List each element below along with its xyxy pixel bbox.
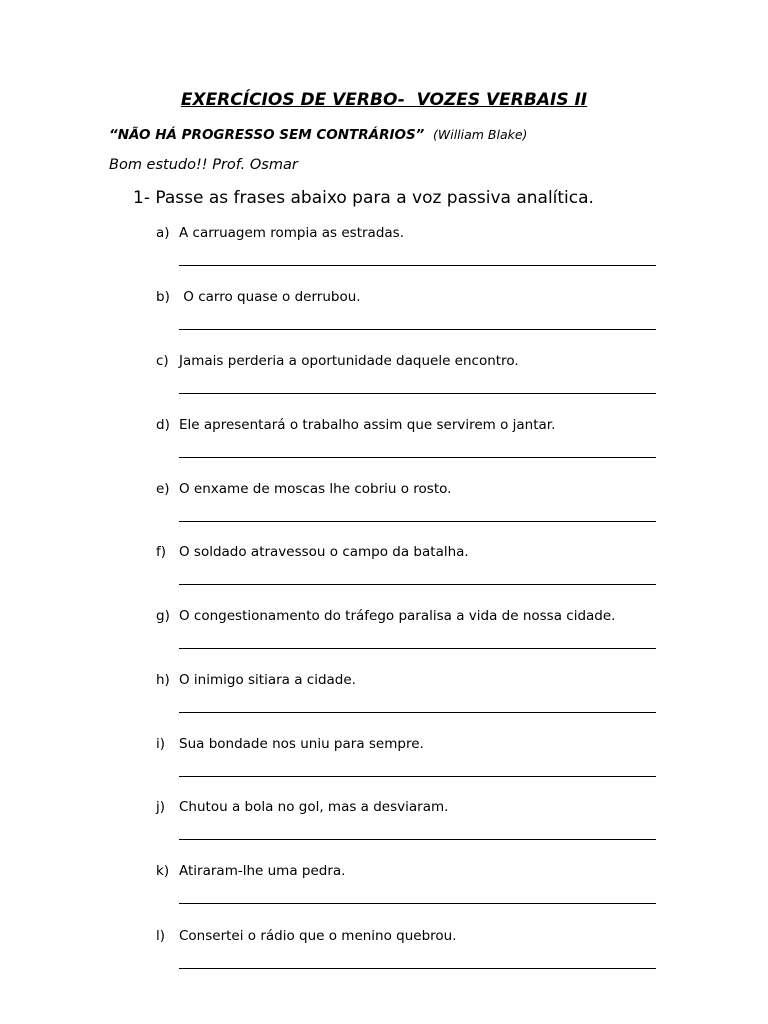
epigraph-author: (William Blake) bbox=[432, 127, 528, 142]
item-letter: h) bbox=[156, 672, 170, 688]
answer-line[interactable] bbox=[179, 521, 656, 522]
item-sentence: Sua bondade nos uniu para sempre. bbox=[179, 736, 424, 752]
epigraph-quote: “NÃO HÁ PROGRESSO SEM CONTRÁRIOS” bbox=[109, 127, 425, 143]
answer-line[interactable] bbox=[179, 776, 656, 777]
item-letter: l) bbox=[156, 928, 166, 944]
item-sentence: Atiraram-lhe uma pedra. bbox=[179, 863, 346, 879]
exercise-item-g bbox=[156, 608, 658, 668]
exercise-item-j bbox=[156, 799, 658, 859]
answer-line[interactable] bbox=[179, 903, 656, 904]
item-sentence: O congestionamento do tráfego paralisa a vida de nossa cidade. bbox=[179, 608, 616, 624]
item-sentence: O carro quase o derrubou. bbox=[179, 289, 361, 305]
item-letter: f) bbox=[156, 544, 167, 560]
item-letter: d) bbox=[156, 417, 170, 433]
item-letter: b) bbox=[156, 289, 170, 305]
answer-line[interactable] bbox=[179, 457, 656, 458]
answer-line[interactable] bbox=[179, 265, 656, 266]
exercise-item-k bbox=[156, 863, 658, 923]
exercise-item-c bbox=[156, 353, 658, 413]
answer-line[interactable] bbox=[179, 712, 656, 713]
question-heading: 1- Passe as frases abaixo para a voz passiva analítica. bbox=[133, 188, 594, 208]
exercise-item-e bbox=[156, 481, 658, 541]
item-sentence: A carruagem rompia as estradas. bbox=[179, 225, 404, 241]
item-letter: k) bbox=[156, 863, 170, 879]
item-letter: c) bbox=[156, 353, 169, 369]
greeting-line: Bom estudo!! Prof. Osmar bbox=[109, 157, 298, 173]
item-letter: i) bbox=[156, 736, 166, 752]
answer-line[interactable] bbox=[179, 968, 656, 969]
item-sentence: Chutou a bola no gol, mas a desviaram. bbox=[179, 799, 449, 815]
item-sentence: O soldado atravessou o campo da batalha. bbox=[179, 544, 469, 560]
item-sentence: Jamais perderia a oportunidade daquele encontro. bbox=[179, 353, 519, 369]
item-sentence: Ele apresentará o trabalho assim que servirem o jantar. bbox=[179, 417, 556, 433]
item-letter: a) bbox=[156, 225, 170, 241]
item-sentence: O enxame de moscas lhe cobriu o rosto. bbox=[179, 481, 452, 497]
answer-line[interactable] bbox=[179, 839, 656, 840]
answer-line[interactable] bbox=[179, 393, 656, 394]
exercise-item-l bbox=[156, 928, 658, 988]
epigraph bbox=[109, 127, 527, 143]
answer-line[interactable] bbox=[179, 584, 656, 585]
item-sentence: Consertei o rádio que o menino quebrou. bbox=[179, 928, 457, 944]
exercise-item-d bbox=[156, 417, 658, 477]
item-letter: j) bbox=[156, 799, 166, 815]
exercise-item-h bbox=[156, 672, 658, 732]
exercise-item-a bbox=[156, 225, 658, 285]
exercise-item-f bbox=[156, 544, 658, 604]
answer-line[interactable] bbox=[179, 648, 656, 649]
answer-line[interactable] bbox=[179, 329, 656, 330]
document-title: EXERCÍCIOS DE VERBO- VOZES VERBAIS II bbox=[180, 90, 588, 110]
exercise-item-b bbox=[156, 289, 658, 349]
exercise-item-i bbox=[156, 736, 658, 796]
item-sentence: O inimigo sitiara a cidade. bbox=[179, 672, 356, 688]
item-letter: e) bbox=[156, 481, 170, 497]
item-letter: g) bbox=[156, 608, 170, 624]
